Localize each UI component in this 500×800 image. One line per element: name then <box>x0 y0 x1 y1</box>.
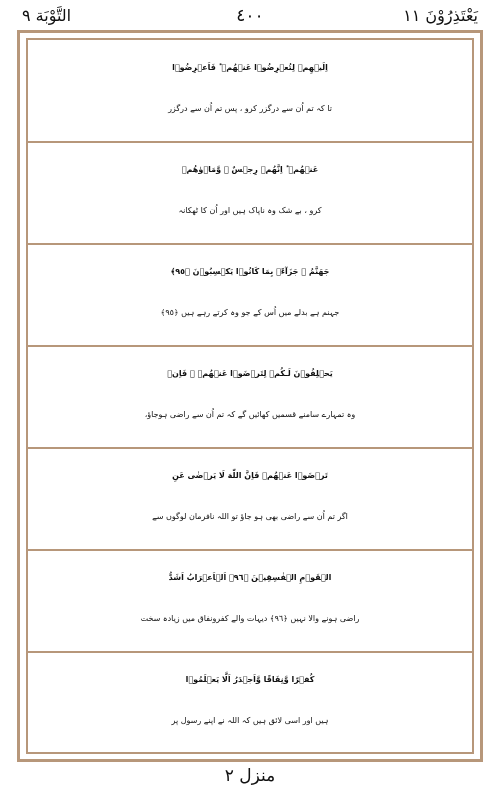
urdu-translation: کرو ، بے شک وہ ناپاک ہیں اور اُن کا ٹھکانہ <box>178 206 322 215</box>
juz-name: يَعْتَذِرُوْنَ ١١ <box>403 6 478 25</box>
urdu-translation: اگر تم اُن سے راضی بھی ہو جاؤ تو اللہ نافرمان لوگوں سے <box>152 512 348 521</box>
arabic-line: عَنۡهُمۡ ؕ اِنَّهُمۡ رِجۡسٌ ۫ وَّمَاۡوٰهُمۡ <box>181 165 319 174</box>
divider <box>28 141 472 143</box>
arabic-line: جَهَنَّمُ ۚ جَزَآءًۢ بِمَا كَانُوۡا يَكۡسِبُوۡنَ ﴿٩٥﴾ <box>170 267 330 276</box>
verse-block <box>28 450 472 534</box>
divider <box>28 243 472 245</box>
divider <box>28 549 472 551</box>
arabic-line: الۡقَوۡمِ الۡفٰسِقِيۡنَ ﴿٩٦﴾ اَلۡاَعۡرَابُ اَشَدُّ <box>168 573 332 582</box>
arabic-line: اِلَيۡهِمۡ لِتُعۡرِضُوۡا عَنۡهُمۡ ؕ فَاَعۡرِضُوۡا <box>172 63 328 72</box>
verse-block <box>28 42 472 126</box>
urdu-translation: وہ تمہارے سامنے قسمیں کھائیں گے کہ تم اُن سے راضی ہوجاؤ، <box>144 410 356 419</box>
verse-block <box>28 552 472 636</box>
verse-block <box>28 348 472 432</box>
arabic-line: كُفۡرًا وَّنِفَاقًا وَّاَجۡدَرُ اَلَّا يَعۡلَمُوۡا <box>185 675 315 684</box>
manzil-footer: منزل ٢ <box>224 766 276 786</box>
urdu-translation: ہیں اور اسی لائق ہیں کہ اللہ نے اپنے رسول پر <box>171 716 329 725</box>
divider <box>28 447 472 449</box>
page-header <box>0 6 500 32</box>
verse-block <box>28 144 472 228</box>
urdu-translation: تا کہ تم اُن سے درگزر کرو ، پس تم اُن سے درگزر <box>168 104 332 113</box>
page-number: ٤٠٠ <box>236 6 264 26</box>
divider <box>28 345 472 347</box>
verse-block <box>28 246 472 330</box>
arabic-line: يَحۡلِفُوۡنَ لَـكُمۡ لِتَرۡضَوۡا عَنۡهُمۡ ۚ فَاِنۡ <box>167 369 333 378</box>
divider <box>28 651 472 653</box>
arabic-line: تَرۡضَوۡا عَنۡهُمۡ فَاِنَّ اللّٰهَ لَا يَرۡضٰى عَنِ <box>172 471 328 480</box>
surah-name: التَّوْبَة ٩ <box>22 6 72 25</box>
verse-block <box>28 654 472 738</box>
urdu-translation: راضی ہونے والا نہیں ﴿٩٦﴾ دیہات والے کفرونفاق میں زیادہ سخت <box>140 614 360 623</box>
urdu-translation: جہنم ہے بدلے میں اُس کے جو وہ کرتے رہے ہیں ﴿٩٥﴾ <box>160 308 340 317</box>
